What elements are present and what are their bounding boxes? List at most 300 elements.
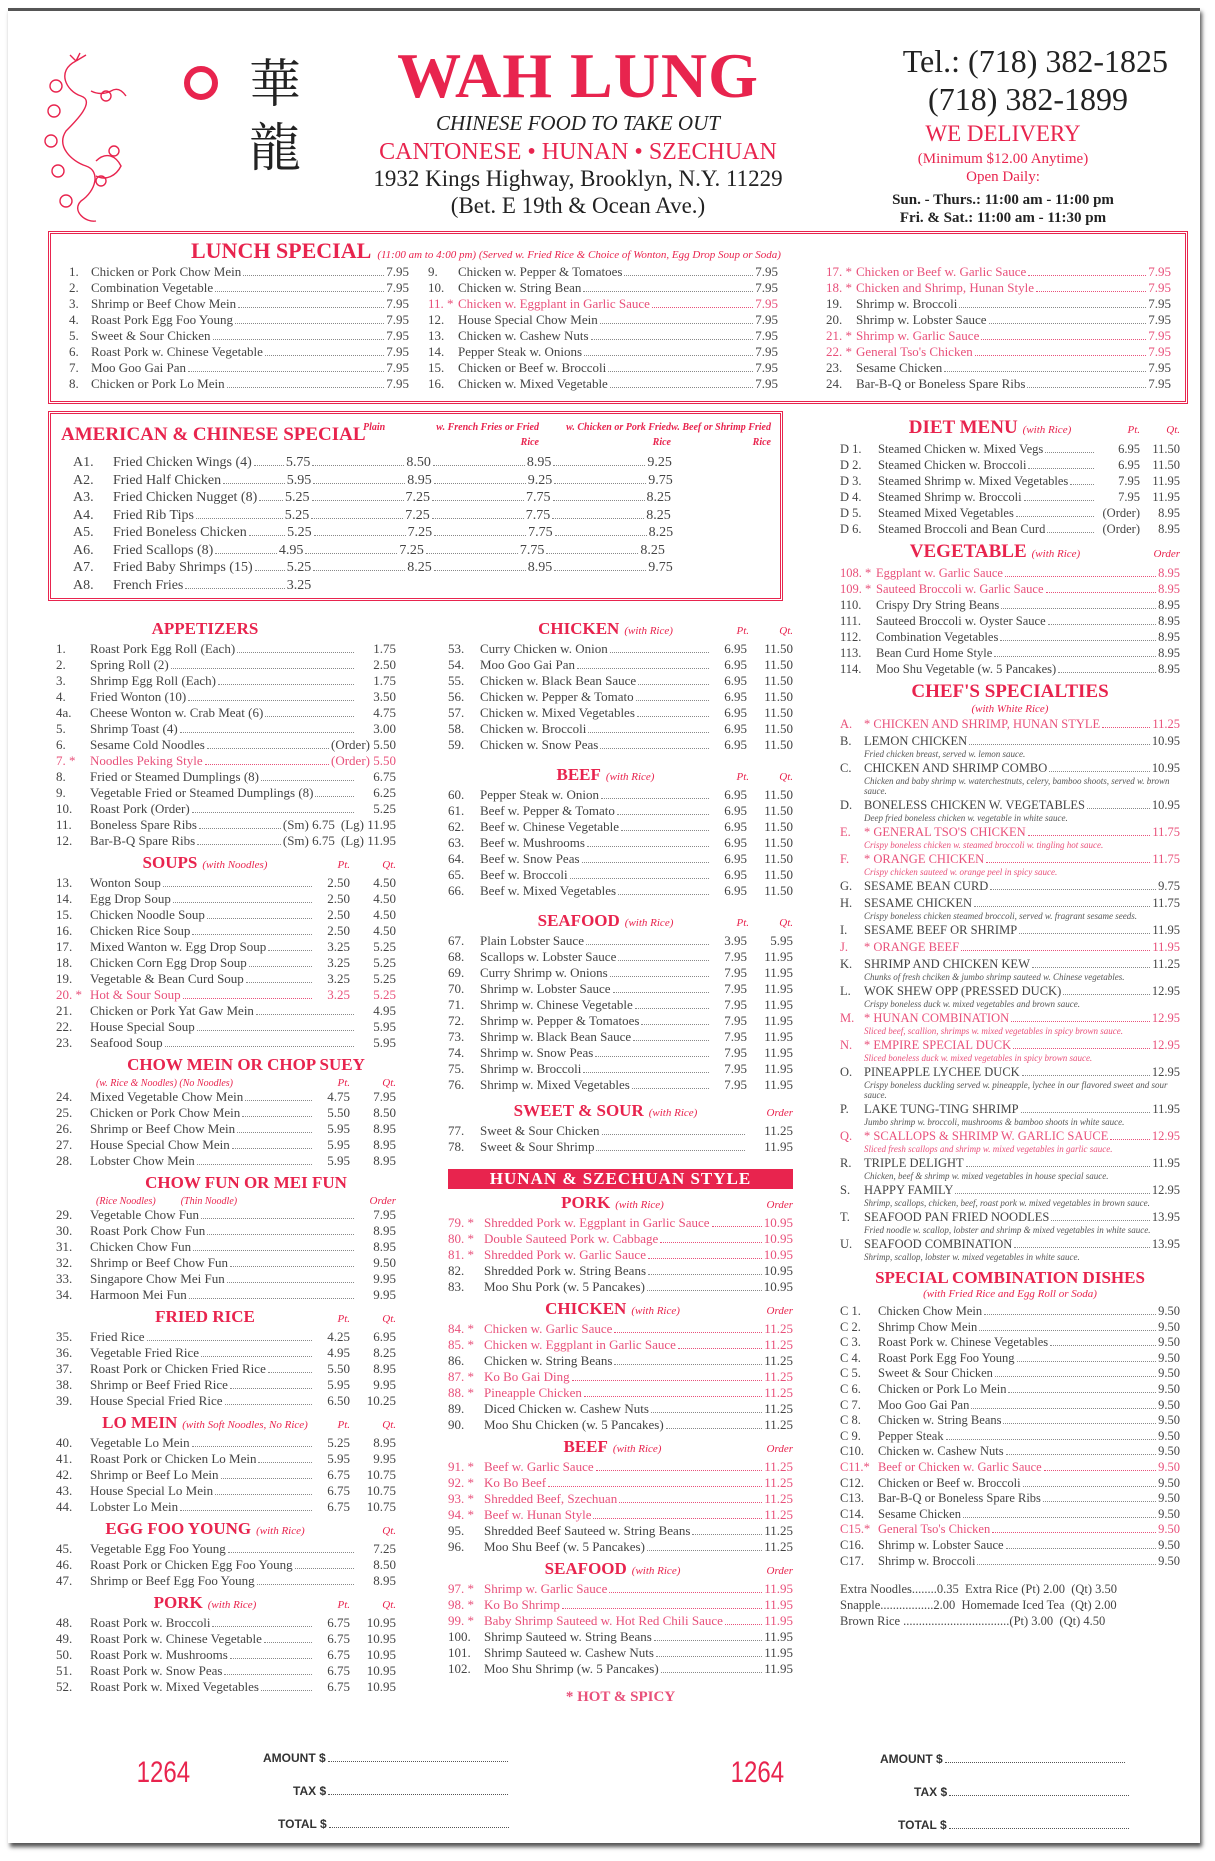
menu-item[interactable] [448, 949, 793, 965]
menu-item[interactable] [448, 933, 793, 949]
menu-item[interactable] [428, 344, 778, 360]
menu-item[interactable] [840, 1351, 1180, 1367]
menu-item[interactable] [448, 835, 793, 851]
price-quart: 11.25 [764, 1123, 793, 1138]
menu-item[interactable] [448, 1263, 793, 1279]
menu-item[interactable] [56, 801, 396, 817]
menu-item[interactable] [840, 1444, 1180, 1460]
item-name: Roast Pork or Chicken Egg Foo Young [90, 1557, 293, 1572]
menu-item[interactable] [56, 1137, 396, 1153]
menu-item[interactable] [69, 296, 409, 312]
menu-item[interactable] [448, 1279, 793, 1295]
menu-item[interactable] [840, 441, 1180, 457]
menu-item[interactable] [448, 1581, 793, 1597]
menu-item[interactable] [428, 328, 778, 344]
menu-item[interactable] [840, 1156, 1180, 1171]
item-number: 8. [69, 376, 79, 391]
menu-item[interactable] [56, 891, 396, 907]
menu-item[interactable] [428, 264, 778, 280]
menu-item[interactable] [840, 1366, 1180, 1382]
item-price: 7.95 [386, 312, 409, 327]
menu-item[interactable] [840, 761, 1180, 776]
leader-dots [205, 764, 329, 765]
menu-item[interactable] [840, 940, 1180, 955]
item-price: 7.95 [755, 360, 778, 375]
menu-item[interactable] [448, 1045, 793, 1061]
leader-dots [192, 934, 312, 935]
menu-item[interactable] [840, 1183, 1180, 1198]
item-number: 77. [448, 1123, 465, 1138]
menu-item[interactable] [840, 1237, 1180, 1252]
item-name: Shrimp or Beef Chow Mein [90, 1121, 236, 1136]
column-header-qt: Qt. [382, 1525, 396, 1537]
menu-item[interactable] [448, 1013, 793, 1029]
menu-item[interactable] [73, 454, 773, 472]
menu-item[interactable] [840, 1335, 1180, 1351]
menu-item[interactable] [56, 1361, 396, 1377]
item-name: * ORANGE BEEF [864, 940, 960, 954]
menu-item[interactable] [840, 734, 1180, 749]
menu-item[interactable] [840, 1507, 1180, 1523]
item-price: 9.50 [1158, 1335, 1180, 1350]
item-number: 7. * [56, 753, 76, 768]
menu-item[interactable] [56, 1287, 396, 1303]
item-price: 7.95 [386, 344, 409, 359]
menu-item[interactable] [840, 581, 1180, 597]
item-number: D. [840, 798, 853, 812]
menu-item[interactable] [448, 641, 793, 657]
menu-item[interactable] [840, 1460, 1180, 1476]
menu-item[interactable] [448, 803, 793, 819]
menu-item[interactable] [73, 489, 773, 507]
menu-item[interactable] [56, 737, 396, 753]
menu-item[interactable] [56, 641, 396, 657]
menu-item[interactable] [56, 1393, 396, 1409]
menu-item[interactable] [840, 1476, 1180, 1492]
menu-item[interactable] [840, 879, 1180, 894]
tax-field-right[interactable] [914, 1785, 1129, 1799]
hanzi-1: 華 [248, 55, 301, 115]
menu-item[interactable] [56, 1663, 396, 1679]
chinese-characters [240, 53, 310, 181]
menu-item[interactable] [840, 1320, 1180, 1336]
menu-item[interactable] [448, 965, 793, 981]
item-number: 38. [56, 1377, 73, 1392]
menu-item[interactable] [56, 1573, 396, 1589]
menu-item[interactable] [448, 1385, 793, 1401]
item-name: Fried or Steamed Dumplings (8) [90, 769, 259, 784]
leader-dots [989, 323, 1147, 324]
menu-item[interactable] [448, 997, 793, 1013]
leader-dots [1011, 1021, 1150, 1022]
menu-item[interactable] [56, 1035, 396, 1051]
menu-item[interactable] [56, 1557, 396, 1573]
menu-item[interactable] [56, 1207, 396, 1223]
item-number: 13. [428, 328, 445, 343]
menu-item[interactable] [448, 1353, 793, 1369]
tax-field-left[interactable] [293, 1784, 508, 1798]
item-price: 7.95 [1148, 376, 1171, 391]
menu-item[interactable] [840, 957, 1180, 972]
menu-item[interactable] [840, 565, 1180, 581]
menu-item[interactable] [448, 1629, 793, 1645]
menu-item[interactable] [840, 1491, 1180, 1507]
price-pint: 6.95 [724, 657, 747, 672]
leader-dots [584, 1396, 762, 1397]
item-price: 11.25 [764, 1337, 793, 1352]
menu-item[interactable] [448, 705, 793, 721]
leader-dots [193, 1250, 354, 1251]
menu-item[interactable] [56, 1239, 396, 1255]
menu-item[interactable] [69, 312, 409, 328]
price-quart: 11.50 [764, 819, 793, 834]
menu-item[interactable] [448, 1661, 793, 1677]
section-title: SOUPS [142, 853, 198, 872]
menu-item[interactable] [448, 657, 793, 673]
leader-dots [218, 684, 354, 685]
menu-item[interactable] [69, 280, 409, 296]
column-header-pt: Pt. [736, 625, 749, 637]
item-name: Sweet & Sour Chicken [878, 1366, 993, 1381]
leader-dots [1048, 624, 1157, 625]
section-subtitle: (with Rice) [256, 1525, 305, 1537]
menu-item[interactable] [840, 645, 1180, 661]
item-name: Chicken or Beef w. Broccoli [458, 360, 607, 375]
item-number: 62. [448, 819, 465, 834]
item-description: Sliced fresh scallops and shrimp w. mixed vegetables in garlic sauce. [864, 1144, 1113, 1154]
item-description: Shrimp, scallop, lobster w. mixed vegetables in white sauce. [864, 1252, 1080, 1262]
menu-item[interactable] [448, 1029, 793, 1045]
leader-dots [595, 1056, 709, 1057]
item-number: C 8. [840, 1413, 861, 1428]
menu-item[interactable] [56, 955, 396, 971]
menu-item[interactable] [56, 1377, 396, 1393]
menu-item[interactable] [56, 1019, 396, 1035]
menu-item[interactable] [56, 769, 396, 785]
column-header-qt: Order [766, 1199, 793, 1211]
menu-item[interactable] [448, 1139, 793, 1155]
tax-label: TAX $ [914, 1785, 948, 1799]
menu-item[interactable] [840, 1011, 1180, 1026]
column-header-qt: Qt. [382, 1419, 396, 1431]
column-header-qt: Qt. [382, 1599, 396, 1611]
menu-item[interactable] [428, 280, 778, 296]
item-price: 7.75 [519, 542, 545, 558]
menu-item[interactable] [56, 833, 396, 849]
item-name: Pepper Steak w. Onions [458, 344, 583, 359]
menu-item[interactable] [448, 1337, 793, 1353]
item-price: 7.95 [755, 328, 778, 343]
lunch-column [826, 264, 1171, 392]
menu-item[interactable] [840, 852, 1180, 867]
menu-item[interactable] [448, 673, 793, 689]
menu-item[interactable] [69, 360, 409, 376]
item-name: Mixed Vegetable Chow Mein [90, 1089, 244, 1104]
menu-item[interactable] [826, 280, 1171, 296]
item-name: Crispy Dry String Beans [876, 598, 1000, 612]
menu-item[interactable] [826, 344, 1171, 360]
menu-item[interactable] [448, 981, 793, 997]
item-price: 9.75 [648, 472, 673, 488]
menu-item[interactable] [56, 817, 396, 833]
menu-item[interactable] [840, 1398, 1180, 1414]
item-number: 18. [56, 955, 73, 970]
menu-item[interactable] [840, 1554, 1180, 1570]
menu-item[interactable] [69, 376, 409, 392]
menu-item[interactable] [73, 507, 773, 525]
menu-item[interactable] [448, 1321, 793, 1337]
price-quart: 2.50 [373, 657, 396, 672]
menu-item[interactable] [826, 328, 1171, 344]
menu-item[interactable] [448, 721, 793, 737]
leader-dots [1049, 771, 1150, 772]
menu-item[interactable] [840, 1129, 1180, 1144]
section-subtitle: (with Rice) [624, 625, 673, 637]
menu-item[interactable] [448, 1491, 793, 1507]
menu-item[interactable] [840, 613, 1180, 629]
item-name: Moo Goo Gai Pan [480, 657, 575, 672]
menu-item[interactable] [56, 1255, 396, 1271]
menu-item[interactable] [840, 1304, 1180, 1320]
menu-item[interactable] [448, 1539, 793, 1555]
menu-item[interactable] [56, 1089, 396, 1105]
item-price: 9.50 [1158, 1522, 1180, 1537]
item-number: 11. * [428, 296, 454, 311]
section-subtitle: (with Rice) [631, 1565, 681, 1577]
item-description: Sliced beef, scallion, shrimps w. mixed vegetables in spicy brown sauce. [864, 1026, 1123, 1036]
menu-item[interactable] [56, 1679, 396, 1695]
item-name: Fried Rice [90, 1329, 145, 1344]
menu-item[interactable] [56, 1105, 396, 1121]
leader-dots [215, 1494, 312, 1495]
menu-item[interactable] [56, 971, 396, 987]
leader-dots [1003, 1423, 1156, 1424]
menu-item[interactable] [448, 867, 793, 883]
menu-item[interactable] [840, 1522, 1180, 1538]
menu-item[interactable] [448, 851, 793, 867]
menu-item[interactable] [840, 717, 1180, 732]
item-name: Shredded Pork w. String Beans [484, 1263, 647, 1278]
menu-item[interactable] [840, 521, 1180, 537]
menu-item[interactable] [448, 1401, 793, 1417]
menu-item[interactable] [56, 1435, 396, 1451]
menu-item[interactable] [73, 524, 773, 542]
menu-item[interactable] [56, 875, 396, 891]
item-number: M. [840, 1011, 855, 1025]
menu-item[interactable] [826, 360, 1171, 376]
leader-dots [426, 553, 518, 554]
menu-item[interactable] [56, 1615, 396, 1631]
leader-dots [305, 553, 397, 554]
menu-item[interactable] [840, 661, 1180, 677]
menu-item[interactable] [56, 1647, 396, 1663]
item-price: 11.95 [1152, 1156, 1180, 1170]
leader-dots [1014, 1247, 1150, 1248]
menu-item[interactable] [840, 457, 1180, 473]
price-quart: 8.50 [373, 1557, 396, 1572]
menu-item[interactable] [840, 825, 1180, 840]
menu-item[interactable] [448, 1645, 793, 1661]
menu-item[interactable] [56, 1271, 396, 1287]
menu-item[interactable] [448, 1369, 793, 1385]
menu-item[interactable] [448, 1507, 793, 1523]
menu-item[interactable] [826, 264, 1171, 280]
menu-item[interactable] [69, 328, 409, 344]
menu-item[interactable] [56, 1467, 396, 1483]
menu-item[interactable] [448, 1077, 793, 1093]
middle-column [448, 615, 793, 1706]
item-name: LEMON CHICKEN [864, 734, 968, 748]
leader-dots [225, 1404, 313, 1405]
menu-item[interactable] [840, 1538, 1180, 1554]
menu-item[interactable] [448, 1247, 793, 1263]
section-header [840, 541, 1180, 563]
menu-item[interactable] [448, 737, 793, 753]
menu-item[interactable] [448, 1613, 793, 1629]
section-title: BEEF [563, 1437, 608, 1456]
menu-item[interactable] [56, 721, 396, 737]
item-description: Deep fried boneless chicken w. vegetable in white sauce. [864, 813, 1068, 823]
menu-item[interactable] [840, 798, 1180, 813]
leader-dots [171, 668, 354, 669]
menu-item[interactable] [448, 1597, 793, 1613]
menu-item[interactable] [69, 264, 409, 280]
menu-item[interactable] [73, 577, 773, 595]
item-price: 11.75 [1152, 825, 1180, 839]
section-title: AMERICAN & CHINESE SPECIAL [61, 424, 366, 445]
menu-item[interactable] [840, 1413, 1180, 1429]
menu-item[interactable] [826, 376, 1171, 392]
item-number: 97. * [448, 1581, 474, 1596]
menu-item[interactable] [840, 1429, 1180, 1445]
price-quart: 11.50 [764, 867, 793, 882]
menu-item[interactable] [56, 1121, 396, 1137]
menu-item[interactable] [73, 559, 773, 577]
menu-item[interactable] [73, 472, 773, 490]
section-subtitle: (with Rice) [1022, 424, 1072, 436]
menu-item[interactable] [56, 1329, 396, 1345]
price-quart: 11.50 [764, 883, 793, 898]
item-name: Baby Shrimp Sauteed w. Hot Red Chili Sauce [484, 1613, 723, 1628]
menu-item[interactable] [448, 1061, 793, 1077]
price-pint: 6.95 [724, 787, 747, 802]
menu-item[interactable] [826, 312, 1171, 328]
menu-item[interactable] [56, 705, 396, 721]
total-field-right[interactable] [898, 1818, 1129, 1832]
menu-item[interactable] [840, 984, 1180, 999]
menu-item[interactable] [56, 1223, 396, 1239]
menu-item[interactable] [840, 597, 1180, 613]
menu-item[interactable] [448, 787, 793, 803]
menu-item[interactable] [428, 376, 778, 392]
item-price: 7.95 [386, 296, 409, 311]
menu-item[interactable] [56, 1153, 396, 1169]
item-name: Chicken w. Eggplant in Garlic Sauce [458, 296, 650, 311]
menu-item[interactable] [56, 785, 396, 801]
menu-item[interactable] [56, 1345, 396, 1361]
menu-item[interactable] [56, 1541, 396, 1557]
menu-item[interactable] [448, 1417, 793, 1433]
menu-item[interactable] [448, 1459, 793, 1475]
item-number: 12. [428, 312, 445, 327]
menu-item[interactable] [840, 629, 1180, 645]
price-quart: 5.25 [373, 955, 396, 970]
menu-item[interactable] [840, 923, 1180, 938]
menu-item[interactable] [56, 673, 396, 689]
menu-item[interactable] [428, 296, 778, 312]
item-price: 13.95 [1151, 1210, 1180, 1224]
menu-item[interactable] [448, 689, 793, 705]
leader-dots [562, 1608, 762, 1609]
leader-dots [1058, 672, 1156, 673]
menu-item[interactable] [56, 1499, 396, 1515]
menu-item[interactable] [56, 939, 396, 955]
menu-item[interactable] [840, 505, 1180, 521]
phone-1[interactable]: Tel.: (718) 382-1825 [902, 43, 1168, 79]
price-quart: 9.50 [373, 1255, 396, 1270]
leader-dots [312, 500, 404, 501]
price-quart: 4.95 [373, 1003, 396, 1018]
menu-item[interactable] [840, 473, 1180, 489]
menu-item[interactable] [840, 896, 1180, 911]
menu-item[interactable] [73, 542, 773, 560]
amount-field-right[interactable] [880, 1752, 1125, 1766]
phone-2[interactable]: (718) 382-1899 [928, 81, 1128, 117]
menu-item[interactable] [56, 1631, 396, 1647]
menu-item[interactable] [840, 1210, 1180, 1225]
leader-dots [246, 982, 312, 983]
menu-item[interactable] [840, 1065, 1180, 1080]
menu-item[interactable] [56, 1483, 396, 1499]
menu-item[interactable] [56, 987, 396, 1003]
menu-item[interactable] [56, 689, 396, 705]
menu-item[interactable] [56, 923, 396, 939]
menu-item[interactable] [428, 312, 778, 328]
menu-item[interactable] [448, 819, 793, 835]
item-number: 16. [56, 923, 73, 938]
leader-dots [1028, 835, 1151, 836]
item-number: A5. [73, 525, 94, 540]
item-name: Chicken w. Garlic Sauce [484, 1321, 613, 1336]
menu-item[interactable] [840, 489, 1180, 505]
menu-item[interactable] [69, 344, 409, 360]
menu-item[interactable] [56, 1003, 396, 1019]
menu-item[interactable] [56, 753, 396, 769]
menu-item[interactable] [56, 1451, 396, 1467]
tagline: CHINESE FOOD TO TAKE OUT [436, 111, 720, 135]
item-name: Vegetable Egg Foo Young [90, 1541, 226, 1556]
menu-item[interactable] [448, 1123, 793, 1139]
menu-item[interactable] [840, 1382, 1180, 1398]
menu-item[interactable] [448, 1231, 793, 1247]
amount-field-left[interactable] [263, 1751, 508, 1765]
menu-item[interactable] [448, 1215, 793, 1231]
menu-item[interactable] [840, 1102, 1180, 1117]
menu-item[interactable] [448, 1523, 793, 1539]
item-name: Shrimp w. Lobster Sauce [878, 1537, 1004, 1552]
menu-item[interactable] [826, 296, 1171, 312]
total-field-left[interactable] [278, 1817, 509, 1831]
menu-item[interactable] [428, 360, 778, 376]
item-number: 47. [56, 1573, 73, 1588]
menu-item[interactable] [56, 907, 396, 923]
item-price: 11.25 [764, 1459, 793, 1474]
menu-item[interactable] [448, 883, 793, 899]
column-header-pt: Pt. [736, 771, 749, 783]
menu-item[interactable] [56, 657, 396, 673]
menu-item[interactable] [448, 1475, 793, 1491]
menu-item[interactable] [840, 1038, 1180, 1053]
